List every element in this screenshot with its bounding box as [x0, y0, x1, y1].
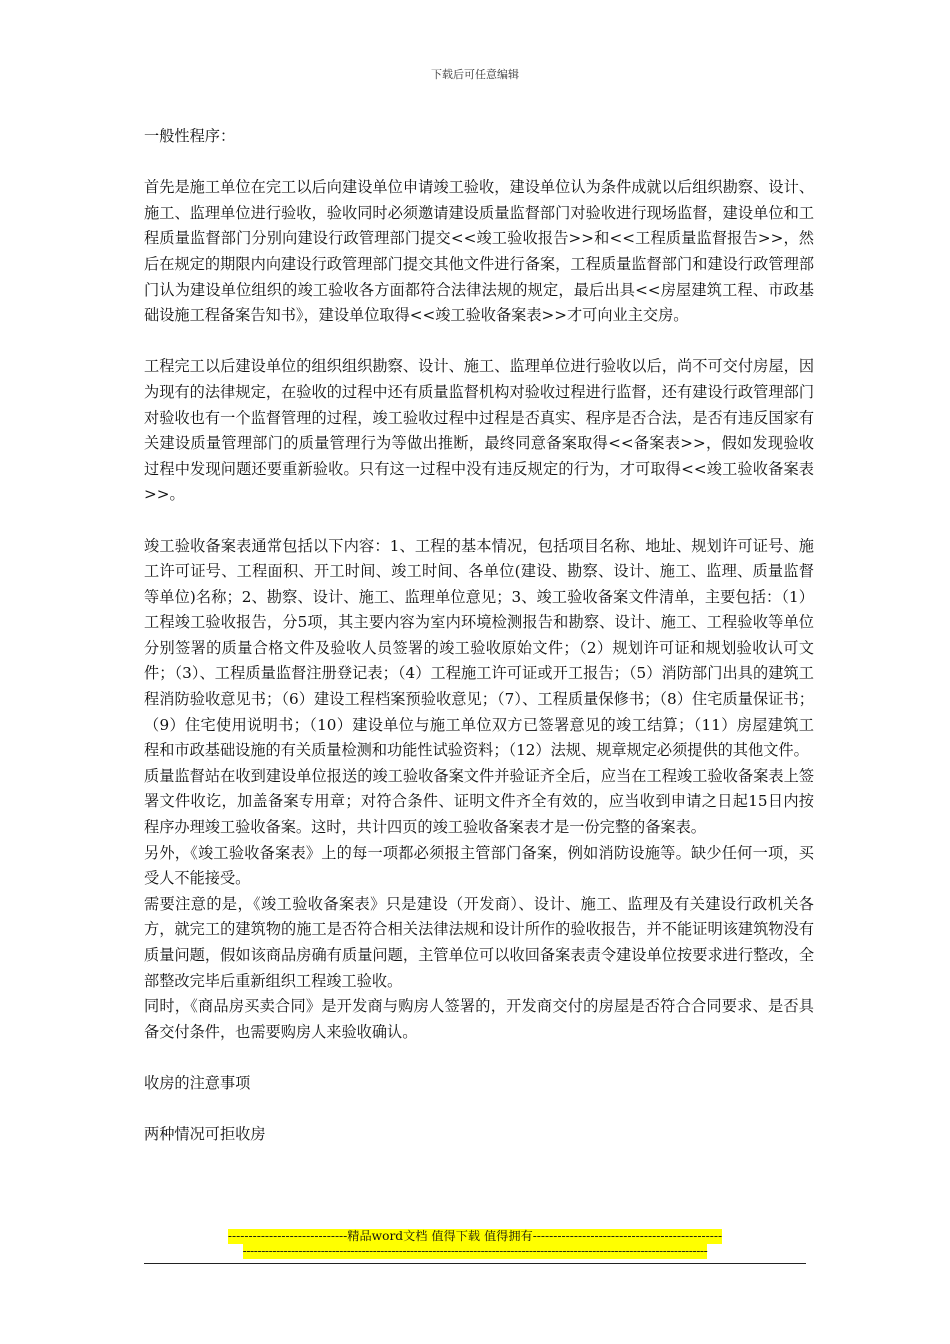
footer-divider — [144, 1263, 806, 1264]
paragraph-additional-note: 另外，《竣工验收备案表》上的每一项都必须报主管部门备案，例如消防设施等。缺少任何一项，买受人不能接受。 — [144, 843, 814, 888]
paragraph-attention: 需要注意的是，《竣工验收备案表》只是建设（开发商）、设计、施工、监理及有关建设行政机关各方，就完工的建筑物的施工是否符合相关法律法规和设计所作的验收报告，并不能证明该建筑物没有质量问题，假如该商品房确有质量问题，主管单位可以收回备案表责令建设单位按要求进行整改，全部整改完毕后重新组织工程竣工验收。 — [144, 894, 814, 990]
paragraph-purchase-contract: 同时，《商品房买卖合同》是开发商与购房人签署的，开发商交付的房屋是否符合合同要求、是否具备交付条件，也需要购房人来验收确认。 — [144, 997, 814, 1041]
section-heading-general-procedure: 一般性程序： — [144, 127, 236, 145]
page-header: 下载后可任意编辑 — [431, 68, 519, 81]
section-heading-house-receiving: 收房的注意事项 — [144, 1073, 251, 1092]
page-footer — [144, 1229, 806, 1264]
document-body — [144, 124, 814, 1148]
paragraph-procedure-overview: 首先是施工单位在完工以后向建设单位申请竣工验收，建设单位认为条件成就以后组织勘察、设计、施工、监理单位进行验收，验收同时必须邀请建设质量监督部门对验收进行现场监督，建设单位和工程质量监督部门分别向建设行政管理部门提交<<竣工验收报告>>和<<工程质量监督报告>>，然后在规定的期限内向建设行政管理部门提交其他文件进行备案，工程质量监督部门和建设行政管理部门认为建设单位组织的竣工验收各方面都符合法律法规的规定，最后出具<<房屋建筑工程、市政基础设施工程备案告知书》，建设单位取得<<竣工验收备案表>>才可向业主交房。 — [144, 178, 814, 325]
paragraph-filing-form-contents: 竣工验收备案表通常包括以下内容：1、工程的基本情况，包括项目名称、地址、规划许可证号、施工许可证号、工程面积、开工时间、竣工时间、各单位(建设、勘察、设计、施工、监理、质量监督等单位)名称；2、勘察、设计、施工、监理单位意见；3、竣工验收备案文件清单，主要包括：（1）工程竣工验收报告，分5项，其主要内容为室内环境检测报告和勘察、设计、施工、工程验收等单位分别签署的质量合格文件及验收人员签署的竣工验收原始文件；（2）规划许可证和规划验收认可文件；（3）、工程质量监督注册登记表；（4）工程施工许可证或开工报告；（5）消防部门出具的建筑工程消防验收意见书；（6）建设工程档案预验收意见；（7）、工程质量保修书；（8）住宅质量保证书；（9）住宅使用说明书；（10）建设单位与施工单位双方已签署意见的竣工结算；（11）房屋建筑工程和市政基础设施的有关质量检测和功能性试验资料；（12）法规、规章规定必须提供的其他文件。 — [144, 536, 814, 760]
section-heading-refusal-cases: 两种情况可拒收房 — [144, 1125, 266, 1144]
paragraph-acceptance-supervision: 工程完工以后建设单位的组织组织勘察、设计、施工、监理单位进行验收以后，尚不可交付房屋，因为现有的法律规定，在验收的过程中还有质量监督机构对验收过程进行监督，还有建设行政管理部门对验收也有一个监督管理的过程，竣工验收过程中过程是否真实、程序是否合法，是否有违反国家有关建设质量管理部门的质量管理行为等做出推断，最终同意备案取得<<备案表>>，假如发现验收过程中发现问题还要重新验收。只有这一过程中没有违反规定的行为，才可取得<<竣工验收备案表>>。 — [144, 357, 814, 504]
footer-dash-line: ----------------------------------------------------------------------------------------------------------------------------- — [242, 1244, 708, 1258]
footer-banner-line: -----------------------------精品word文档 值得下载 值得拥有---------------------------------------------- — [227, 1229, 723, 1243]
paragraph-quality-station: 质量监督站在收到建设单位报送的竣工验收备案文件并验证齐全后，应当在工程竣工验收备案表上签署文件收讫，加盖备案专用章；对符合条件、证明文件齐全有效的，应当收到申请之日起15日内按程序办理竣工验收备案。这时，共计四页的竣工验收备案表才是一份完整的备案表。 — [144, 766, 814, 837]
